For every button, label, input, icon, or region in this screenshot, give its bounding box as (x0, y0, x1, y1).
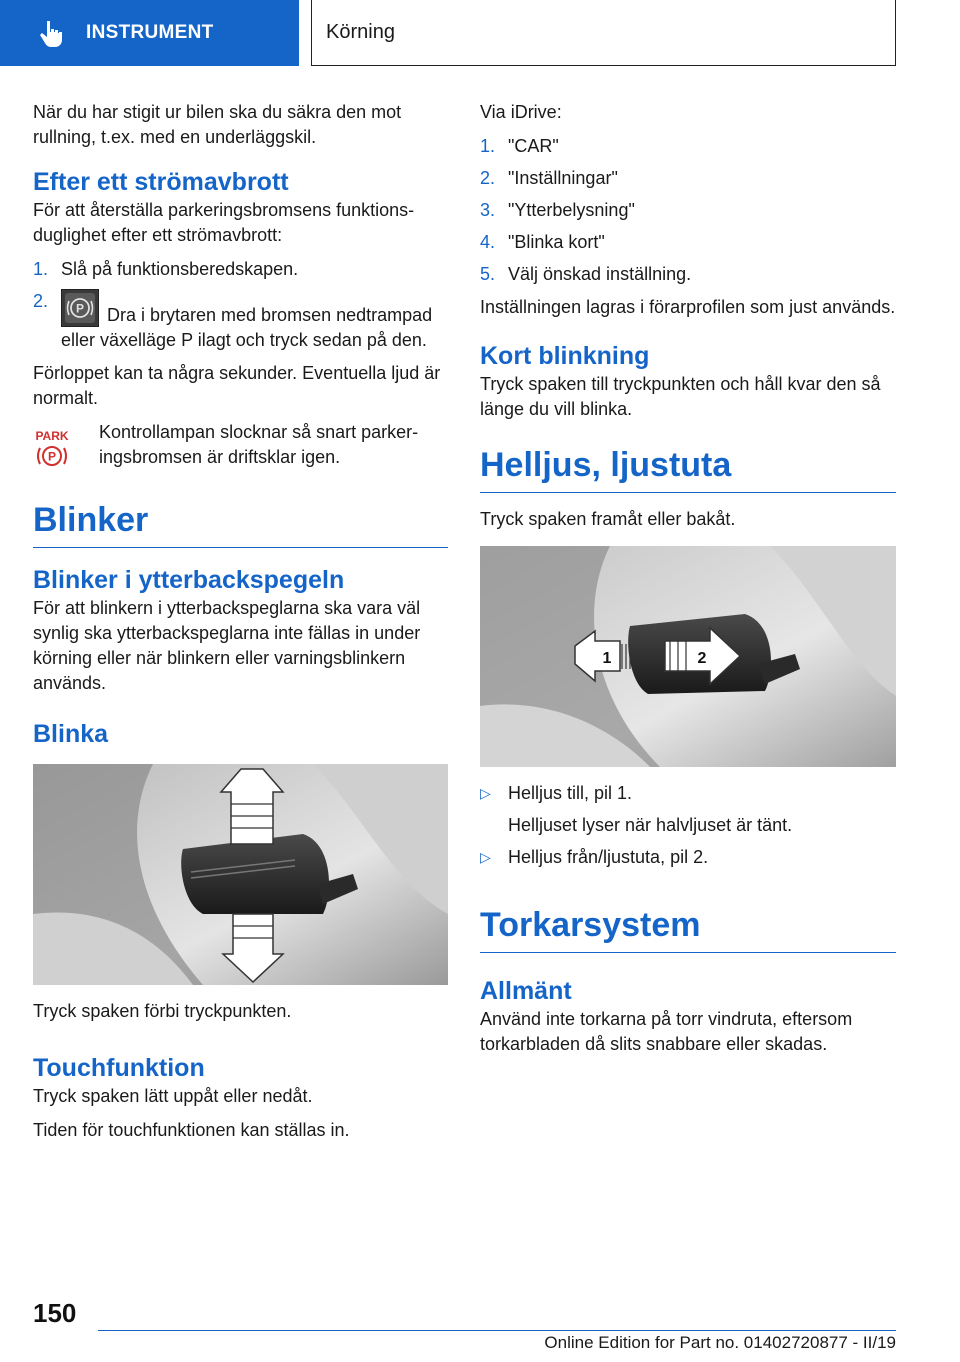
blinka-heading: Blinka (33, 720, 109, 748)
touch-heading: Touchfunktion (33, 1054, 205, 1082)
section-header (311, 0, 896, 66)
chapter-tab[interactable] (0, 0, 299, 66)
step-number: 4. (480, 232, 496, 252)
high-beam-text: Tryck spaken framåt eller bakåt. (480, 509, 736, 529)
step-number: 2. (33, 291, 49, 311)
step-number: 1. (480, 136, 496, 156)
triangle-bullet-icon: ▷ (480, 785, 491, 801)
footer-divider (98, 1330, 896, 1331)
power-outage-heading: Efter ett strömavbrott (33, 168, 289, 196)
hand-pointer-icon (38, 19, 66, 47)
saved-profile-text: Inställningen lagras i förarprofilen som just används. (480, 297, 896, 317)
touch-text-2: Tiden för touchfunktionen kan ställas in. (33, 1120, 350, 1140)
list-item (33, 289, 448, 353)
high-beam-heading: Helljus, ljustuta (480, 444, 896, 493)
edition-footer: Online Edition for Part no. 01402720877 - II/19 (544, 1333, 896, 1352)
step-text: "Inställningar" (508, 168, 618, 188)
list-item (480, 845, 896, 870)
list-item (480, 134, 896, 159)
svg-text:PARK: PARK (35, 429, 69, 443)
indicator-note-text: Kontrollampan slocknar så snart parkeringsbromsen är driftsklar igen. (99, 422, 419, 467)
general-text: Använd inte torkarna på torr vindruta, eftersom torkarbladen då slits snabbare eller skadas. (480, 1009, 853, 1054)
short-blink-text: Tryck spaken till tryckpunkten och håll kvar den så länge du vill blinka. (480, 374, 881, 419)
step-text: "Blinka kort" (508, 232, 605, 252)
step-text: Slå på funktionsberedskapen. (61, 259, 299, 279)
list-item (480, 230, 896, 255)
step-text: Dra i brytaren med bromsen nedtrampad eller växelläge P ilagt och tryck sedan på den. (61, 305, 433, 350)
high-beam-list (480, 781, 896, 870)
turn-signal-lever-image (33, 764, 448, 985)
park-brake-indicator-icon (33, 420, 99, 473)
step-number: 1. (33, 259, 49, 279)
touch-text-1: Tryck spaken lätt uppåt eller nedåt. (33, 1086, 313, 1106)
svg-text:1: 1 (602, 650, 612, 667)
section-title: Körning (326, 21, 395, 43)
bullet-text: Helljus från/ljustuta, pil 2. (508, 847, 709, 867)
step-number: 2. (480, 168, 496, 188)
svg-text:2: 2 (697, 650, 707, 667)
high-beam-lever-image (480, 546, 896, 767)
bullet-text-wrap (508, 781, 896, 838)
general-heading: Allmänt (480, 977, 572, 1005)
list-item (480, 166, 896, 191)
right-column (480, 100, 896, 1066)
page-number: 150 (33, 1298, 77, 1328)
bullet-subtext: Helljuset lyser när halvljuset är tänt. (508, 815, 793, 835)
left-column (33, 100, 448, 1152)
delay-paragraph: Förloppet kan ta några sekunder. Eventuella ljud är normalt. (33, 363, 441, 408)
svg-text:P: P (75, 301, 85, 316)
blinka-caption: Tryck spaken förbi tryckpunkten. (33, 1001, 292, 1021)
list-item (480, 781, 896, 838)
bullet-text: Helljus till, pil 1. (508, 783, 633, 803)
idrive-intro: Via iDrive: (480, 102, 562, 122)
step-text: "CAR" (508, 136, 559, 156)
list-item (33, 257, 448, 282)
power-outage-text: För att återställa parkeringsbromsens funktionsduglighet efter ett strömavbrott: (33, 200, 415, 245)
intro-paragraph: När du har stigit ur bilen ska du säkra den mot rullning, t.ex. med en underläggskil. (33, 102, 402, 147)
chapter-label: INSTRUMENT (86, 22, 214, 43)
reset-steps-list (33, 257, 448, 353)
wiper-heading: Torkarsystem (480, 904, 896, 953)
mirror-blinker-heading: Blinker i ytterbackspegeln (33, 566, 345, 594)
idrive-steps-list (480, 134, 896, 287)
short-blink-heading: Kort blinkning (480, 342, 650, 370)
indicator-note (33, 420, 448, 473)
step-text: Välj önskad inställning. (508, 264, 692, 284)
list-item (480, 198, 896, 223)
triangle-bullet-icon: ▷ (480, 849, 491, 865)
parking-brake-switch-icon (61, 289, 99, 327)
step-number: 3. (480, 200, 496, 220)
blinker-heading: Blinker (33, 499, 448, 548)
mirror-blinker-text: För att blinkern i ytterbackspeglarna ska vara väl synlig ska ytterbackspeglarna inte fällas in under körning eller när blinkern eller varningsblinkern används. (33, 598, 421, 693)
step-number: 5. (480, 264, 496, 284)
step-text-wrap (61, 289, 448, 353)
svg-text:P: P (47, 449, 57, 464)
list-item (480, 262, 896, 287)
step-text: "Ytterbelysning" (508, 200, 635, 220)
